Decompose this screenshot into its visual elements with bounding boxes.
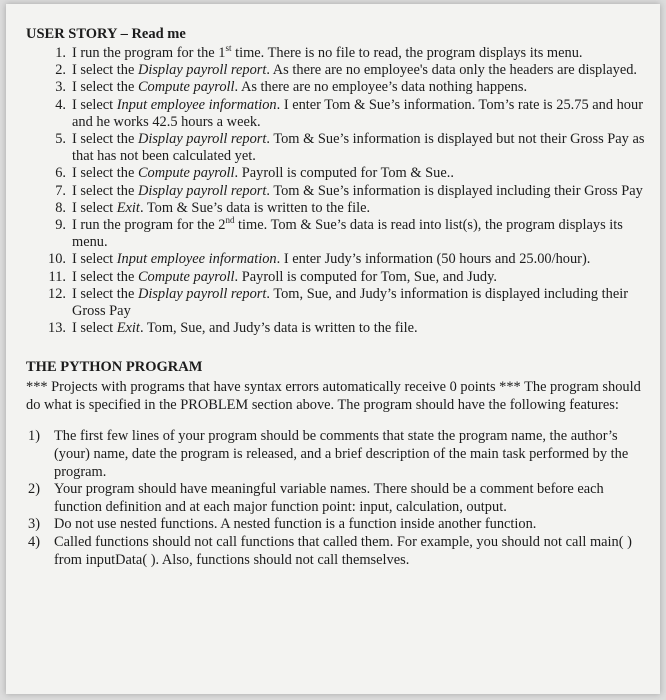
user-story-item xyxy=(26,97,646,131)
user-story-item xyxy=(26,131,646,165)
feature-item xyxy=(26,534,646,569)
item-text: Your program should have meaningful variable names. There should be a comment before each function definition and at each major function point: input, calculation, output. xyxy=(54,481,604,515)
item-number: 12. xyxy=(48,285,66,302)
item-number: 2. xyxy=(55,62,66,79)
user-story-subtitle: Read me xyxy=(131,26,186,42)
heading-dash: – xyxy=(116,26,132,42)
item-number: 3) xyxy=(28,516,40,533)
document-page xyxy=(6,4,660,694)
document-content xyxy=(26,26,646,569)
user-story-item xyxy=(26,79,646,96)
item-text: Do not use nested functions. A nested function is a function inside another function. xyxy=(54,516,537,533)
item-text: I run the program for the 1st time. There is no file to read, the program displays its menu. xyxy=(72,43,583,61)
feature-item xyxy=(26,481,646,516)
user-story-heading xyxy=(26,26,646,43)
user-story-item xyxy=(26,183,646,200)
item-text: I select the Compute payroll. Payroll is computed for Tom, Sue, and Judy. xyxy=(72,268,497,285)
intro-text: The program should do what is specified in the PROBLEM section above. The program should have the following features: xyxy=(26,379,641,414)
user-story-list xyxy=(26,45,646,337)
section-gap xyxy=(26,337,646,359)
item-number: 11. xyxy=(48,268,66,285)
item-text: I select the Display payroll report. Tom, Sue, and Judy’s information is displayed including their Gross Pay xyxy=(72,285,629,320)
item-text: I select the Display payroll report. Tom & Sue’s information is displayed but not their Gross Pay as that has not been calculated yet. xyxy=(72,131,645,165)
item-number: 9. xyxy=(55,217,66,234)
user-story-item xyxy=(26,62,646,79)
feature-list xyxy=(26,428,646,569)
feature-item xyxy=(26,428,646,481)
item-number: 1) xyxy=(28,428,40,445)
item-text: I select the Compute payroll. As there are no employee’s data nothing happens. xyxy=(72,79,528,96)
user-story-item xyxy=(26,286,646,320)
user-story-item xyxy=(26,165,646,182)
item-text: I select Exit. Tom, Sue, and Judy’s data is written to the file. xyxy=(72,320,418,337)
user-story-item xyxy=(26,251,646,268)
item-text: I run the program for the 2nd time. Tom & Sue’s data is read into list(s), the program displays its menu. xyxy=(72,215,623,251)
user-story-item xyxy=(26,45,646,62)
item-number: 1. xyxy=(55,45,66,61)
item-number: 4. xyxy=(55,96,66,113)
item-number: 2) xyxy=(28,481,40,498)
item-number: 6. xyxy=(55,165,66,182)
user-story-item xyxy=(26,217,646,251)
feature-item xyxy=(26,516,646,534)
item-number: 5. xyxy=(55,131,66,148)
user-story-item xyxy=(26,269,646,286)
item-number: 10. xyxy=(48,251,66,268)
item-number: 13. xyxy=(48,320,66,337)
user-story-title: USER STORY xyxy=(26,26,117,42)
item-text: I select Exit. Tom & Sue’s data is written to the file. xyxy=(72,199,371,216)
python-program-intro xyxy=(26,378,646,414)
user-story-item xyxy=(26,320,646,337)
item-text: I select Input employee information. I enter Tom & Sue’s information. Tom’s rate is 25.75 and hour and he works 42.5 hours a week. xyxy=(72,96,643,130)
item-number: 3. xyxy=(55,79,66,96)
item-text: I select the Display payroll report. Tom & Sue’s information is displayed including their Gross Pay xyxy=(72,182,643,199)
item-number: 8. xyxy=(55,199,66,216)
item-text: I select the Compute payroll. Payroll is computed for Tom & Sue.. xyxy=(72,165,454,182)
python-program-heading: THE PYTHON PROGRAM xyxy=(26,359,203,376)
item-text: Called functions should not call functions that called them. For example, you should not call main( ) from inputData( ). Also, functions should not call themselves. xyxy=(54,534,632,568)
item-text: I select Input employee information. I enter Judy’s information (50 hours and 25.00/hour). xyxy=(72,251,591,268)
user-story-item xyxy=(26,200,646,217)
item-text: The first few lines of your program should be comments that state the program name, the author’s (your) name, date the program is released, and a brief description of the main task performed by the program. xyxy=(54,428,629,480)
item-number: 7. xyxy=(55,182,66,199)
item-text: I select the Display payroll report. As there are no employee's data only the headers are displayed. xyxy=(72,62,638,79)
item-number: 4) xyxy=(28,534,40,551)
syntax-error-warning: *** Projects with programs that have syntax errors automatically receive 0 points *** xyxy=(26,379,521,396)
